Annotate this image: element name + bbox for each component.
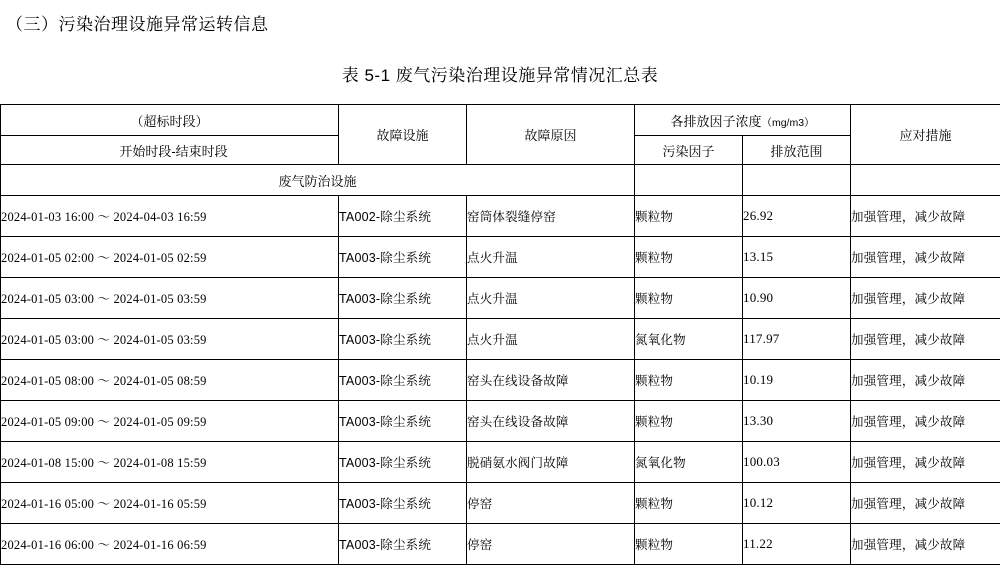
table-row <box>1 483 1000 524</box>
cell-facility: TA003-除尘系统 <box>339 278 467 319</box>
cell-range: 11.22 <box>743 524 851 565</box>
header-concentration-label: 各排放因子浓度 <box>670 113 762 129</box>
header-period-group: （超标时段） <box>1 105 339 136</box>
abnormal-operation-table <box>0 104 1000 565</box>
section-heading: （三）污染治理设施异常运转信息 <box>6 15 269 34</box>
table-row <box>1 442 1000 483</box>
table-row <box>1 237 1000 278</box>
cell-range: 10.19 <box>743 360 851 401</box>
header-pollutant: 污染因子 <box>635 136 743 165</box>
cell-measures: 加强管理，减少故障 <box>851 442 1000 483</box>
group-row-filler-3 <box>851 165 1000 196</box>
cell-facility: TA003-除尘系统 <box>339 237 467 278</box>
cell-measures: 加强管理，减少故障 <box>851 278 1000 319</box>
header-range: 排放范围 <box>743 136 851 165</box>
table-row <box>1 278 1000 319</box>
cell-facility: TA003-除尘系统 <box>339 442 467 483</box>
cell-pollutant: 氮氧化物 <box>635 319 743 360</box>
header-period-sub: 开始时段-结束时段 <box>1 136 339 165</box>
cell-period: 2024-01-16 05:00 ～ 2024-01-16 05:59 <box>1 483 339 524</box>
cell-period: 2024-01-05 02:00 ～ 2024-01-05 02:59 <box>1 237 339 278</box>
cell-period: 2024-01-05 03:00 ～ 2024-01-05 03:59 <box>1 278 339 319</box>
cell-facility: TA003-除尘系统 <box>339 319 467 360</box>
cell-pollutant: 颗粒物 <box>635 401 743 442</box>
cell-period: 2024-01-05 08:00 ～ 2024-01-05 08:59 <box>1 360 339 401</box>
cell-pollutant: 氮氧化物 <box>635 442 743 483</box>
table-row <box>1 360 1000 401</box>
cell-period: 2024-01-05 09:00 ～ 2024-01-05 09:59 <box>1 401 339 442</box>
cell-period: 2024-01-16 06:00 ～ 2024-01-16 06:59 <box>1 524 339 565</box>
table-row <box>1 524 1000 565</box>
table-header-row-1 <box>1 105 1000 136</box>
cell-pollutant: 颗粒物 <box>635 360 743 401</box>
group-row-label: 废气防治设施 <box>1 165 635 196</box>
cell-period: 2024-01-08 15:00 ～ 2024-01-08 15:59 <box>1 442 339 483</box>
cell-reason: 窑头在线设备故障 <box>467 360 635 401</box>
cell-period: 2024-01-05 03:00 ～ 2024-01-05 03:59 <box>1 319 339 360</box>
cell-facility: TA003-除尘系统 <box>339 360 467 401</box>
cell-reason: 停窑 <box>467 483 635 524</box>
cell-pollutant: 颗粒物 <box>635 278 743 319</box>
cell-measures: 加强管理，减少故障 <box>851 360 1000 401</box>
cell-reason: 窑头在线设备故障 <box>467 401 635 442</box>
cell-measures: 加强管理，减少故障 <box>851 483 1000 524</box>
cell-period: 2024-01-03 16:00 ～ 2024-04-03 16:59 <box>1 196 339 237</box>
cell-range: 10.90 <box>743 278 851 319</box>
table-group-row <box>1 165 1000 196</box>
cell-range: 13.15 <box>743 237 851 278</box>
cell-range: 100.03 <box>743 442 851 483</box>
cell-range: 26.92 <box>743 196 851 237</box>
table-row <box>1 401 1000 442</box>
cell-pollutant: 颗粒物 <box>635 196 743 237</box>
cell-facility: TA003-除尘系统 <box>339 401 467 442</box>
cell-reason: 窑筒体裂缝停窑 <box>467 196 635 237</box>
cell-range: 13.30 <box>743 401 851 442</box>
cell-measures: 加强管理，减少故障 <box>851 524 1000 565</box>
table-title: 表 5-1 废气污染治理设施异常情况汇总表 <box>341 66 659 85</box>
header-reason: 故障原因 <box>467 105 635 165</box>
cell-pollutant: 颗粒物 <box>635 524 743 565</box>
cell-reason: 点火升温 <box>467 278 635 319</box>
header-facility: 故障设施 <box>339 105 467 165</box>
header-measures: 应对措施 <box>851 105 1000 165</box>
group-row-filler-2 <box>743 165 851 196</box>
cell-measures: 加强管理，减少故障 <box>851 401 1000 442</box>
header-concentration-group <box>635 105 851 136</box>
cell-facility: TA003-除尘系统 <box>339 524 467 565</box>
cell-measures: 加强管理，减少故障 <box>851 237 1000 278</box>
cell-pollutant: 颗粒物 <box>635 237 743 278</box>
cell-pollutant: 颗粒物 <box>635 483 743 524</box>
group-row-filler-1 <box>635 165 743 196</box>
table-row <box>1 196 1000 237</box>
cell-range: 10.12 <box>743 483 851 524</box>
cell-measures: 加强管理，减少故障 <box>851 319 1000 360</box>
cell-reason: 停窑 <box>467 524 635 565</box>
cell-facility: TA002-除尘系统 <box>339 196 467 237</box>
cell-reason: 点火升温 <box>467 237 635 278</box>
header-concentration-unit: （mg/m3） <box>761 116 815 129</box>
cell-reason: 点火升温 <box>467 319 635 360</box>
table-row <box>1 319 1000 360</box>
cell-facility: TA003-除尘系统 <box>339 483 467 524</box>
cell-range: 117.97 <box>743 319 851 360</box>
cell-measures: 加强管理，减少故障 <box>851 196 1000 237</box>
cell-reason: 脱硝氨水阀门故障 <box>467 442 635 483</box>
